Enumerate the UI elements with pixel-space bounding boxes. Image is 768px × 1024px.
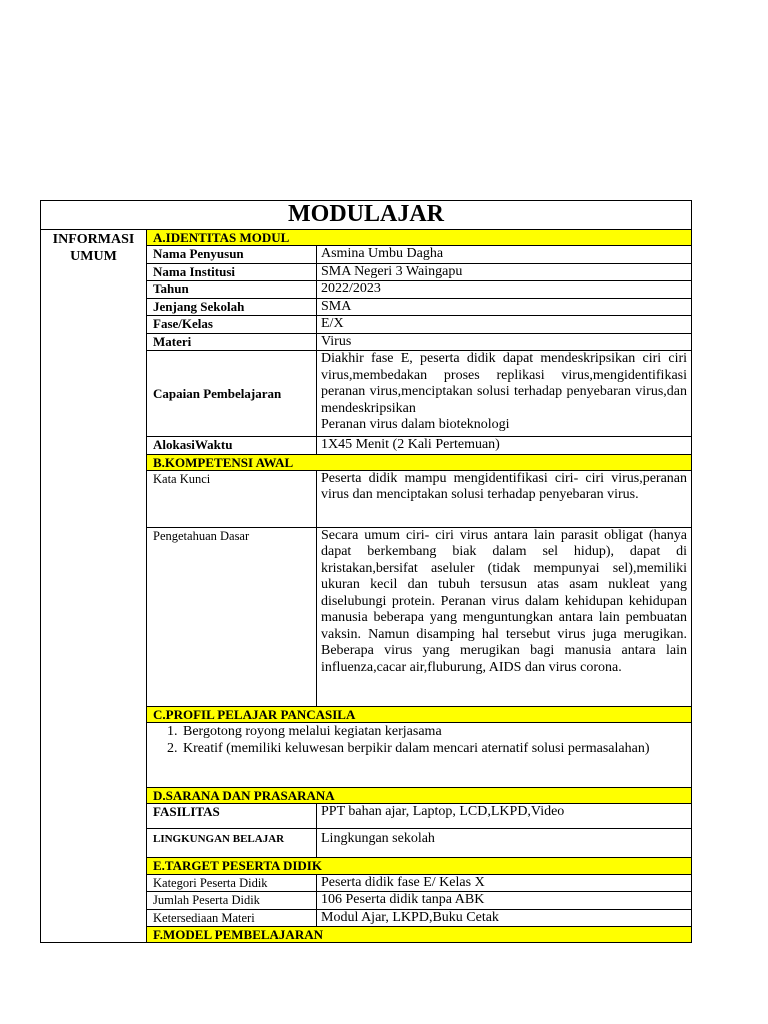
capaian-text-continued: Peranan virus dalam bioteknologi [321, 417, 510, 432]
fasilitas-label: FASILITAS [147, 803, 317, 828]
section-header-kompetensi: B.KOMPETENSI AWAL [147, 454, 692, 470]
list-item: 1. Bergotong royong melalui kegiatan kerjasama [181, 723, 687, 740]
kata-kunci-text: Peserta didik mampu mengidentifikasi ciri- ciri virus,peranan virus dan menciptakan solusi terhadap penyebaran virus. [317, 470, 692, 527]
identity-value: 2022/2023 [317, 281, 692, 299]
identity-label: Nama Institusi [147, 263, 317, 281]
lingkungan-label: LINGKUNGAN BELAJAR [147, 828, 317, 857]
identity-label: Materi [147, 333, 317, 351]
kata-kunci-label: Kata Kunci [147, 470, 317, 527]
alokasi-value: 1X45 Menit (2 Kali Pertemuan) [317, 437, 692, 455]
list-item: 2. Kreatif (memiliki keluwesan berpikir dalam mencari aternatif solusi permasalahan) [181, 740, 687, 757]
section-header-identitas: A.IDENTITAS MODUL [147, 230, 692, 246]
module-table [40, 200, 692, 943]
section-header-profil: C.PROFIL PELAJAR PANCASILA [147, 706, 692, 722]
identity-label: Nama Penyusun [147, 246, 317, 264]
lingkungan-value: Lingkungan sekolah [317, 828, 692, 857]
identity-value: SMA [317, 298, 692, 316]
profil-list [151, 723, 687, 757]
target-label: Jumlah Peserta Didik [147, 892, 317, 910]
profil-cell [147, 722, 692, 787]
target-value: Peserta didik fase E/ Kelas X [317, 874, 692, 892]
side-label [41, 230, 147, 943]
target-value: 106 Peserta didik tanpa ABK [317, 892, 692, 910]
capaian-label: Capaian Pembelajaran [147, 351, 317, 437]
capaian-text: Diakhir fase E, peserta didik dapat mendeskripsikan ciri ciri virus,membedakan proses replikasi virus,mengidentifikasi peranan virus,menciptakan solusi terhadap penyebaran virus,dan mendeskripsikan [321, 351, 688, 416]
identity-label: Jenjang Sekolah [147, 298, 317, 316]
module-document [40, 200, 691, 943]
identity-label: Tahun [147, 281, 317, 299]
target-label: Ketersediaan Materi [147, 909, 317, 927]
identity-value: Virus [317, 333, 692, 351]
side-label-text: INFORMASI UMUM [52, 232, 135, 264]
capaian-cell [317, 351, 692, 437]
identity-value: Asmina Umbu Dagha [317, 246, 692, 264]
section-header-target: E.TARGET PESERTA DIDIK [147, 857, 692, 874]
identity-value: E/X [317, 316, 692, 334]
pengetahuan-dasar-text: Secara umum ciri- ciri virus antara lain parasit obligat (hanya dapat berkembang biak dalam sel hidup), dapat di kristakan,bersifat aseluler (tidak mempunyai sel),memiliki ukuran kecil dan tubuh tersusun atas asam nukleat yang diselubungi protein. Peranan virus dalam kehidupan kehidupan manusia beberapa yang menguntungkan antara lain pembuatan vaksin. Namun disamping hal tersebut virus juga merugikan. Beberapa virus yang merugikan bagi manusia antara lain influenza,cacar air,fluburung, AIDS dan virus corona. [317, 527, 692, 706]
identity-value: SMA Negeri 3 Waingapu [317, 263, 692, 281]
fasilitas-value: PPT bahan ajar, Laptop, LCD,LKPD,Video [317, 803, 692, 828]
section-header-sarana: D.SARANA DAN PRASARANA [147, 787, 692, 803]
pengetahuan-dasar-label: Pengetahuan Dasar [147, 527, 317, 706]
target-value: Modul Ajar, LKPD,Buku Cetak [317, 909, 692, 927]
alokasi-label: AlokasiWaktu [147, 437, 317, 455]
target-label: Kategori Peserta Didik [147, 874, 317, 892]
section-header-model: F.MODEL PEMBELAJARAN [147, 927, 692, 943]
document-title: MODULAJAR [41, 201, 692, 230]
identity-label: Fase/Kelas [147, 316, 317, 334]
